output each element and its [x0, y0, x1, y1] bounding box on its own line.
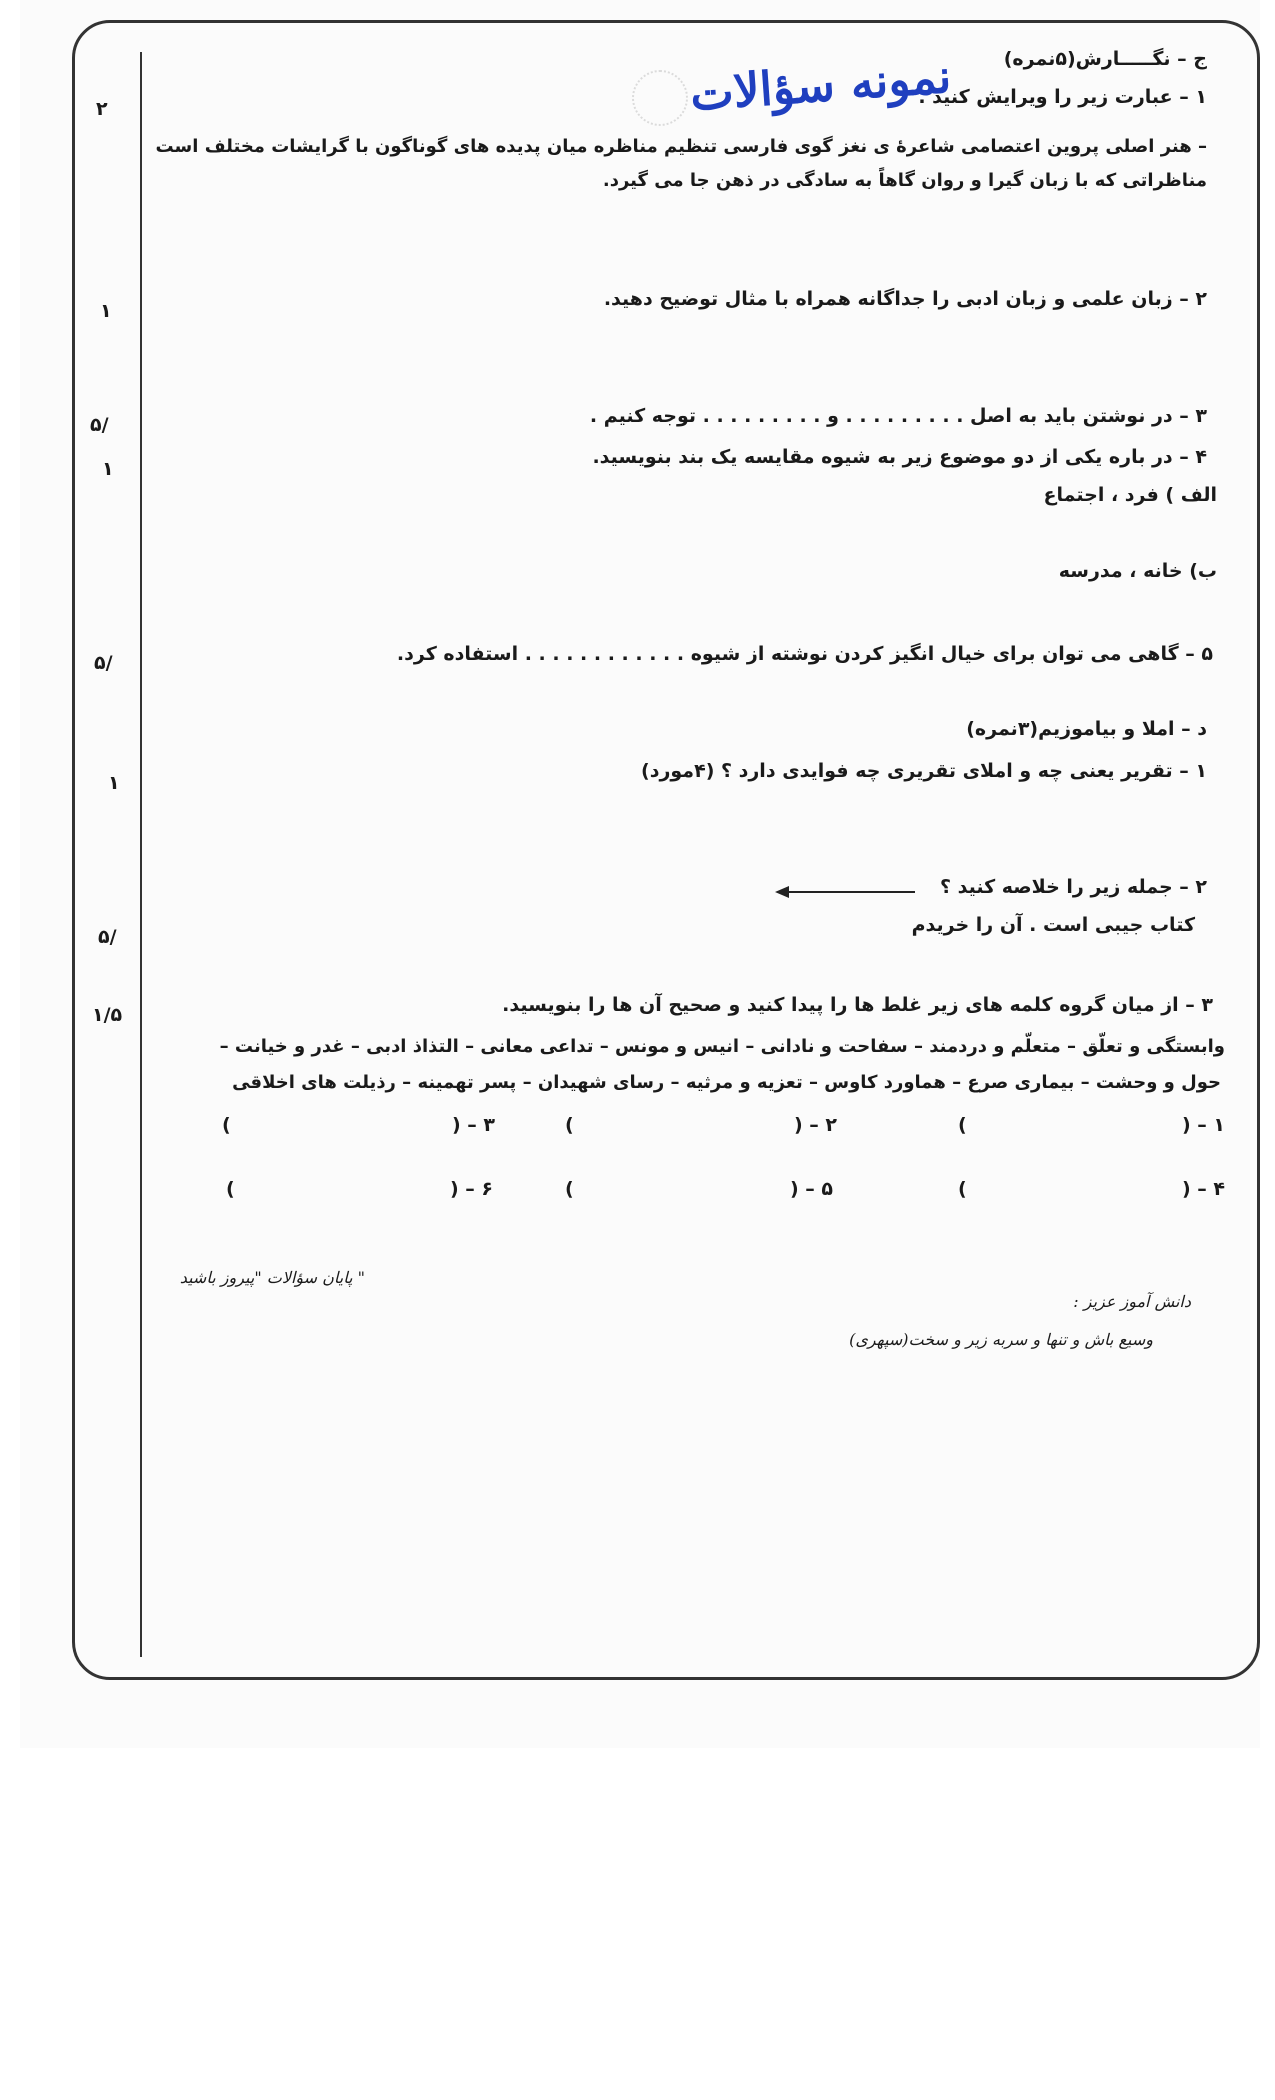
c-q1-line2: مناظراتی که با زبان گیرا و روان گاهاً به سادگی در ذهن جا می گیرد.	[602, 170, 1207, 191]
section-d-heading: د – املا و بیاموزیم(۳نمره)	[966, 718, 1207, 740]
c-q3-score: /۵	[90, 414, 109, 436]
d-q1-prompt: ۱ – تقریر یعنی چه و املای تقریری چه فوایدی دارد ؟ (۴مورد)	[641, 760, 1207, 782]
section-c-heading: ج – نگـــــارش(۵نمره)	[1003, 48, 1207, 70]
answer-blank-1-close: )	[958, 1114, 967, 1136]
d-q3-prompt: ۳ – از میان گروه کلمه های زیر غلط ها را پیدا کنید و صحیح آن ها را بنویسید.	[502, 994, 1213, 1016]
end-note: " پایان سؤالات "پیروز باشید	[179, 1268, 365, 1287]
answer-blank-5-label: ۵ – (	[789, 1178, 833, 1200]
d-q2-sentence: کتاب جیبی است . آن را خریدم	[911, 914, 1195, 936]
c-q3-prompt: ۳ – در نوشتن باید به اصل . . . . . . . . . و . . . . . . . . . توجه کنیم .	[589, 405, 1207, 427]
arrow-left-icon	[775, 884, 915, 900]
d-q3-words-line2: حول و وحشت – بیماری صرع – هماورد کاوس – تعزیه و مرثیه – رسای شهیدان – پسر تهمینه – رذیلت های اخلاقی	[232, 1072, 1221, 1093]
answer-blank-2-label: ۲ – (	[793, 1114, 837, 1136]
c-q1-score: ۲	[96, 98, 108, 120]
c-q1-line1: – هنر اصلی پروین اعتصامی شاعرهٔ ی نغز گوی فارسی تنظیم مناظره میان پدیده های گوناگون با گرایشات مختلف است	[155, 136, 1207, 157]
answer-blank-3-label: ۳ – (	[451, 1114, 495, 1136]
c-q4-option-a: الف ) فرد ، اجتماع	[1043, 484, 1217, 506]
student-label: دانش آموز عزیز :	[1073, 1292, 1191, 1311]
score-margin-line	[140, 52, 142, 1657]
d-q2-score: /۵	[98, 926, 117, 948]
d-q3-score: ۱/۵	[92, 1004, 123, 1026]
page-border	[72, 20, 1260, 1680]
handwritten-stamp: نمونه سؤالات	[688, 48, 953, 122]
c-q4-score: ۱	[102, 458, 114, 480]
answer-blank-4-label: ۴ – (	[1181, 1178, 1225, 1200]
d-q1-score: ۱	[108, 772, 120, 794]
c-q4-prompt: ۴ – در باره یکی از دو موضوع زیر به شیوه مقایسه یک بند بنویسید.	[592, 446, 1207, 468]
answer-blank-1-label: ۱ – (	[1181, 1114, 1225, 1136]
c-q2-score: ۱	[100, 300, 112, 322]
closing-quote: وسیع باش و تنها و سربه زیر و سخت(سپهری)	[849, 1330, 1153, 1349]
c-q5-score: /۵	[94, 652, 113, 674]
c-q4-option-b: ب) خانه ، مدرسه	[1058, 560, 1217, 582]
c-q2-prompt: ۲ – زبان علمی و زبان ادبی را جداگانه همراه با مثال توضیح دهید.	[603, 288, 1207, 310]
answer-blank-5-close: )	[565, 1178, 574, 1200]
answer-blank-3-close: )	[222, 1114, 231, 1136]
answer-blank-4-close: )	[958, 1178, 967, 1200]
exam-sheet	[20, 0, 1260, 1748]
faint-emblem-icon	[632, 70, 688, 126]
d-q2-prompt: ۲ – جمله زیر را خلاصه کنید ؟	[939, 876, 1207, 898]
c-q5-prompt: ۵ – گاهی می توان برای خیال انگیز کردن نوشته از شیوه . . . . . . . . . . . . استفاده کرد.	[396, 643, 1213, 665]
answer-blank-6-label: ۶ – (	[449, 1178, 493, 1200]
answer-blank-6-close: )	[226, 1178, 235, 1200]
answer-blank-2-close: )	[565, 1114, 574, 1136]
d-q3-words-line1: وابستگی و تعلّق – متعلّم و دردمند – سفاحت و نادانی – انیس و مونس – تداعی معانی – التذاذ ادبی – غدر و خیانت –	[219, 1036, 1225, 1057]
c-q1-prompt: ۱ – عبارت زیر را ویرایش کنید .	[918, 86, 1207, 108]
